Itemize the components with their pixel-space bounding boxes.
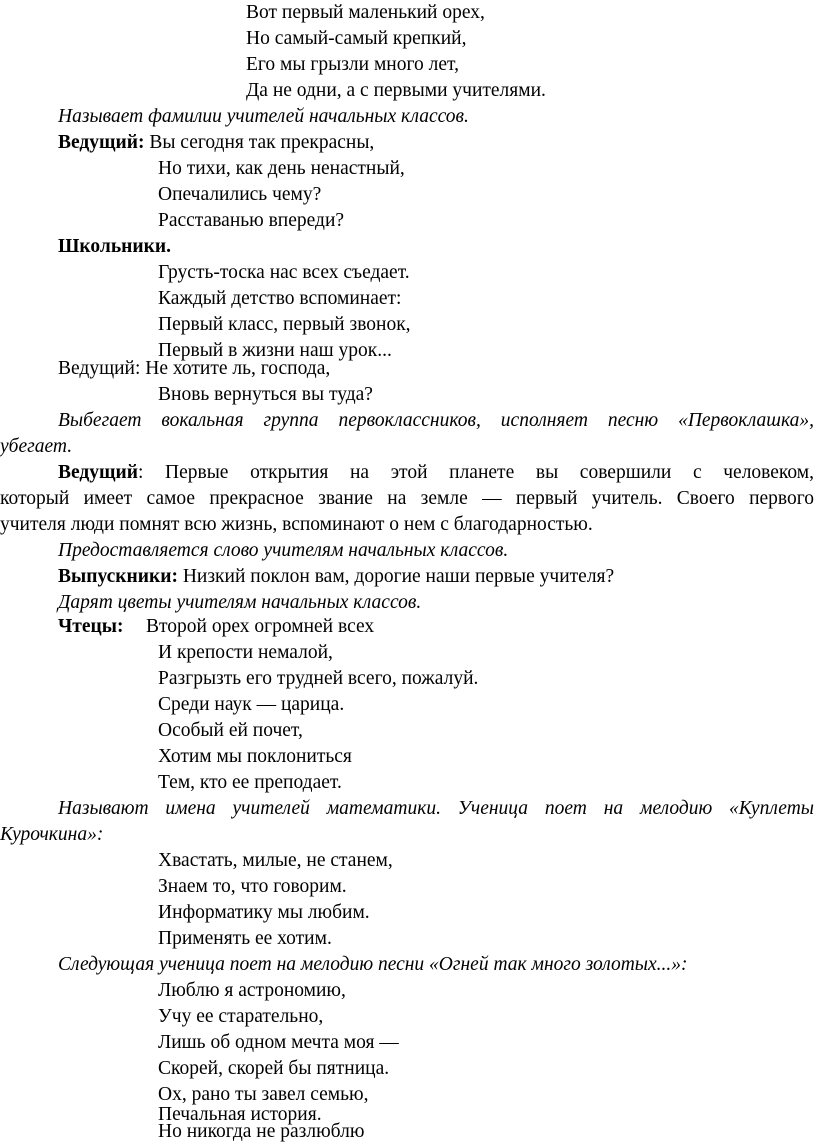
poem-line: Среди наук — царица.	[158, 694, 345, 715]
poem-line: Особый ей почет,	[158, 720, 303, 741]
speaker-name: Ведущий:	[58, 132, 145, 153]
poem-line: Тем, кто ее преподает.	[158, 772, 342, 793]
stage-direction: Следующая ученица поет на мелодию песни «Огней так много золотых...»:	[58, 954, 688, 975]
speech-line: Ведущий: Не хотите ль, господа,	[58, 358, 331, 379]
poem-line: Вновь вернуться вы туда?	[158, 384, 373, 405]
speech-text: Вы сегодня так прекрасны,	[144, 132, 375, 153]
stage-direction: Называют имена учителей математики. Ученица поет на мелодию «Куплеты	[58, 798, 814, 819]
stage-direction: Выбегает вокальная группа первоклассников, исполняет песню «Первоклашка»,	[58, 410, 814, 431]
poem-line: Ох, рано ты завел семью,	[158, 1084, 369, 1105]
poem-line: Люблю я астрономию,	[158, 980, 346, 1001]
stage-direction-continued: Курочкина»:	[0, 824, 104, 845]
speech-line	[58, 614, 375, 640]
poem-line: Учу ее старательно,	[158, 1006, 324, 1027]
stage-direction: Называет фамилии учителей начальных классов.	[58, 106, 469, 127]
poem-line: Вот первый маленький орех,	[246, 2, 485, 23]
poem-line: Но никогда не разлюблю	[158, 1121, 365, 1142]
poem-line: Первый в жизни наш урок...	[158, 340, 392, 361]
poem-line: Грусть-тоска нас всех съедает.	[158, 262, 410, 283]
poem-line: Печальная история.	[158, 1104, 322, 1125]
stage-direction-continued: убегает.	[0, 436, 73, 457]
poem-line: Расставанью впереди?	[158, 210, 345, 231]
stage-direction: Предоставляется слово учителям начальных классов.	[58, 540, 509, 561]
speech-text: Низкий поклон вам, дорогие наши первые учителя?	[177, 566, 615, 587]
poem-line: Но самый-самый крепкий,	[246, 28, 467, 49]
speaker-name: Выпускники:	[58, 566, 178, 587]
stage-direction: Дарят цветы учителям начальных классов.	[58, 592, 422, 613]
poem-line: Хвастать, милые, не станем,	[158, 850, 393, 871]
speech-line	[58, 460, 814, 486]
poem-line: Информатику мы любим.	[158, 902, 370, 923]
poem-line: Да не одни, а с первыми учителями.	[246, 80, 546, 101]
poem-line: Но тихи, как день ненастный,	[158, 158, 405, 179]
speaker-name: Ведущий	[58, 462, 138, 483]
speech-text: Второй орех огромней всех	[146, 616, 375, 637]
poem-line: Каждый детство вспоминает:	[158, 288, 402, 309]
poem-line: Его мы грызли много лет,	[246, 54, 459, 75]
poem-line: Скорей, скорей бы пятница.	[158, 1058, 390, 1079]
speech-text-line: учителя люди помнят всю жизнь, вспоминают о нем с благодарностью.	[0, 514, 593, 535]
poem-line: Знаем то, что говорим.	[158, 876, 347, 897]
poem-line: Первый класс, первый звонок,	[158, 314, 411, 335]
speaker-name: Школьники.	[58, 236, 171, 257]
poem-line: Опечалились чему?	[158, 184, 322, 205]
speaker-name: Чтецы:	[58, 616, 124, 637]
poem-line: И крепости немалой,	[158, 642, 333, 663]
speech-line	[58, 564, 614, 590]
poem-line: Хотим мы поклониться	[158, 746, 352, 767]
poem-line: Разгрызть его трудней всего, пожалуй.	[158, 668, 479, 689]
speech-text: : Первые открытия на этой планете вы совершили с человеком,	[137, 462, 814, 483]
poem-line: Применять ее хотим.	[158, 928, 332, 949]
speech-text-line: который имеет самое прекрасное звание на земле — первый учитель. Своего первого	[0, 488, 814, 509]
poem-line: Лишь об одном мечта моя —	[158, 1032, 399, 1053]
speech-line	[58, 130, 374, 156]
